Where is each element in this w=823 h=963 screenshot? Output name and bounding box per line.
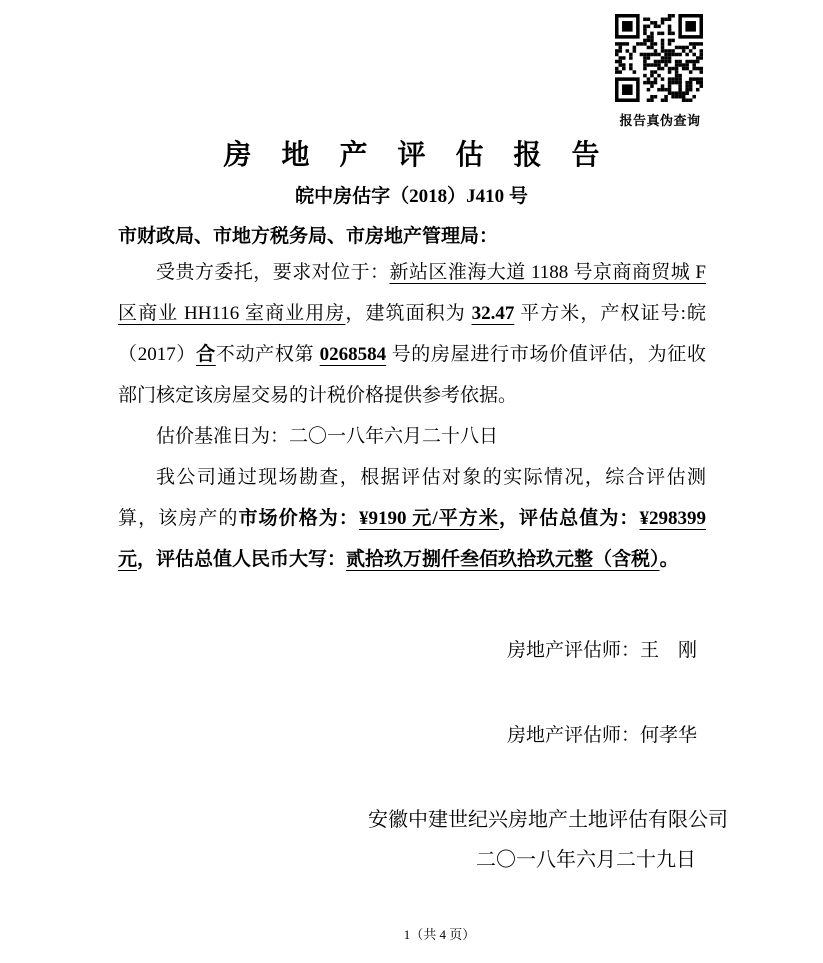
appraiser-name-1: 王 刚 bbox=[640, 640, 698, 661]
entrust-intro: 受贵方委托，要求对位于： bbox=[156, 262, 390, 283]
unit-price-value: ¥9190 元/平方米 bbox=[358, 508, 499, 529]
capital-amount-label: 评估总值人民币大写： bbox=[156, 549, 347, 570]
after-location-text: ，建筑面积为 bbox=[345, 303, 472, 324]
report-body bbox=[118, 252, 706, 580]
paragraph-valuation-result bbox=[118, 457, 706, 580]
building-area-value: 32.47 bbox=[471, 303, 515, 324]
total-value-amount: ¥298399 元 bbox=[118, 508, 706, 570]
after-area-text: 平方米，产权证号:皖（2017） bbox=[118, 303, 706, 365]
appraiser-signature-1 bbox=[507, 635, 697, 662]
current-page-number: 1 bbox=[403, 927, 411, 942]
cert-prefix-value: 合 bbox=[196, 344, 216, 365]
total-value-label: 评估总值为： bbox=[519, 508, 640, 529]
appraiser-signature-2 bbox=[507, 720, 697, 747]
capital-amount-value: 贰拾玖万捌仟叁佰玖拾玖元整（含税） bbox=[346, 549, 660, 570]
paragraph-entrust bbox=[118, 252, 706, 416]
paragraph-valuation-date: 估价基准日为：二〇一八年六月二十八日 bbox=[156, 426, 499, 447]
appraiser-name-2: 何孝华 bbox=[640, 725, 698, 746]
qr-code-icon bbox=[615, 14, 703, 102]
qr-caption: 报告真伪查询 bbox=[619, 113, 701, 128]
company-name: 安徽中建世纪兴房地产土地评估有限公司 bbox=[368, 809, 728, 831]
total-page-number: 4 bbox=[439, 927, 446, 942]
footer-close-text: 页） bbox=[446, 927, 476, 942]
unit-price-label: 市场价格为： bbox=[238, 508, 359, 529]
document-number: 皖中房估字（2018）J410 号 bbox=[295, 186, 528, 207]
separator-comma-2: ， bbox=[137, 549, 157, 570]
report-date: 二〇一八年六月二十九日 bbox=[476, 849, 696, 871]
result-lead-text: 我公司通过现场勘查，根据评估对象的实际情况，综合评估测算，该房产的 bbox=[118, 467, 706, 529]
page-title: 房地产评估报告 bbox=[223, 140, 630, 171]
property-location: 新站区淮海大道 1188 号京商商贸城 F 区商业 HH116 室商业用房 bbox=[118, 262, 706, 324]
ending-period: 。 bbox=[659, 549, 679, 570]
cert-number-value: 0268584 bbox=[319, 344, 387, 365]
cert-mid-text: 不动产权第 bbox=[215, 344, 320, 365]
addressee-line: 市财政局、市地方税务局、市房地产管理局： bbox=[118, 226, 499, 247]
purpose-text: 号的房屋进行市场价值评估，为征收部门核定该房屋交易的计税价格提供参考依据。 bbox=[118, 344, 706, 406]
footer-open-text: （共 bbox=[410, 927, 440, 942]
separator-comma-1: ， bbox=[498, 508, 520, 529]
appraiser-label-1: 房地产评估师： bbox=[507, 640, 641, 661]
qr-verification-block bbox=[615, 14, 705, 129]
page-number bbox=[28, 924, 823, 943]
appraiser-label-2: 房地产评估师： bbox=[507, 725, 641, 746]
